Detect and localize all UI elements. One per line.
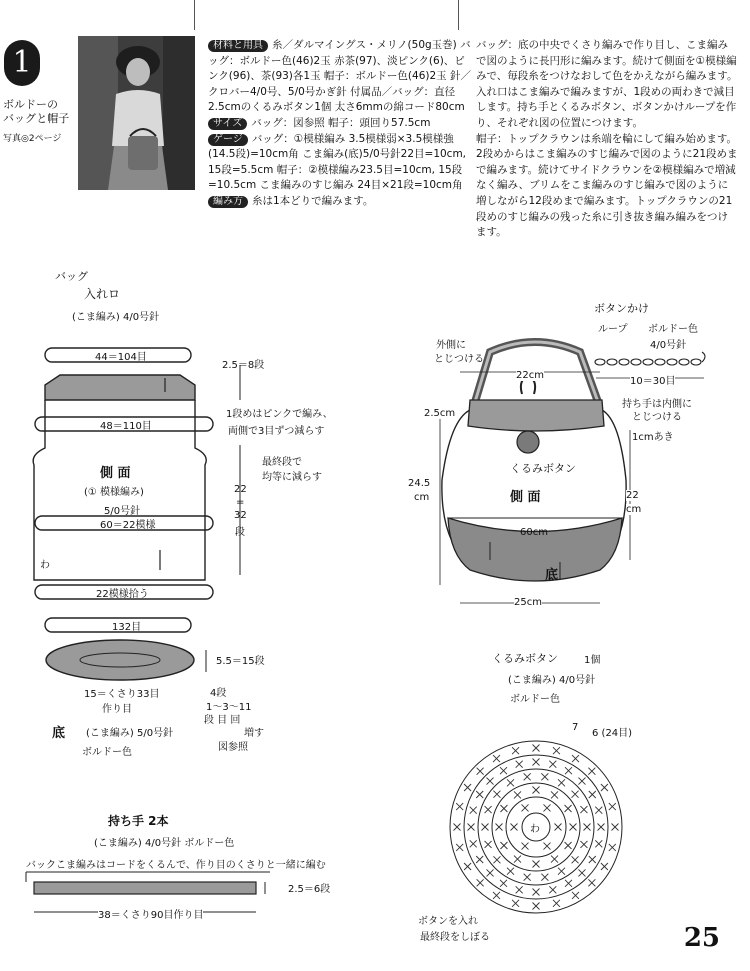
handle-note: バックこま編みはコードをくるんで、作り目のくさりと一緒に編む	[26, 860, 326, 871]
base-rows: 5.5＝15段	[216, 656, 265, 667]
base-inc-2: 1～3～11	[206, 702, 252, 713]
outer-join: 外側に	[436, 340, 466, 351]
side-width-top: 48＝110目	[100, 421, 152, 432]
page-number: 25	[683, 923, 720, 953]
button-label: くるみボタン	[510, 462, 576, 475]
handle-stitch: (こま編み) 4/0号針 ボルドー色	[94, 838, 235, 849]
base-width: 132目	[112, 622, 142, 633]
side-rows-unit: 段	[235, 527, 245, 538]
gauge-text: バッグ：①模様編み 3.5模様弱×3.5模様強(14.5段)=10cm角 こま編み(底)5/0号針22目=10cm, 15段=5.5cm 帽子：②模様編み23.5目=10cm, 15段=10.5cm こま編みのすじ編み 24目×21段=10cm角	[208, 132, 467, 192]
finished-total-height-unit: cm	[414, 492, 430, 503]
base-stitch: (こま編み) 5/0号針	[86, 728, 174, 739]
instructions-block	[476, 38, 738, 241]
handle-width: 38＝くさり90目作り目	[98, 906, 203, 921]
opening-title: 入れロ	[84, 287, 121, 301]
outer-join-2: とじつける	[434, 354, 484, 365]
size-text: バッグ：図参照 帽子：頭回り57.5cm	[251, 116, 431, 129]
opening-note-1: 1段めはピンクで編み、	[226, 409, 333, 420]
covered-button-note-1: ボタンを入れ	[418, 916, 478, 927]
finished-base-width: 25cm	[514, 597, 542, 608]
materials-text: 糸／ダルマイングス・メリノ(50g玉巻) バッグ：ボルドー色(46)2玉 赤茶(97)、淡ピンク(6)、ピンク(96)、茶(93)各1玉 帽子：ボルドー色(46)2玉 針／クロバー4/0号、5/0号かぎ針 付属品／バッグ：直径2.5cmのくるみボタン1個 太さ6mmの綿コード80cm	[208, 39, 471, 114]
side-height: 22	[234, 484, 247, 495]
opening-note-2: 両側で3目ずつ減らす	[228, 426, 325, 437]
covered-button-color: ボルドー色	[510, 694, 560, 705]
pattern-subtitle: ボルドーの バッグと帽子	[3, 98, 70, 125]
materials-block	[208, 38, 473, 210]
opening-stitch: (こま編み) 4/0号針	[72, 312, 160, 323]
covered-button-row7: 7	[572, 722, 579, 733]
gap-label: 1cmあき	[632, 432, 674, 443]
size-tag: サイズ	[208, 118, 247, 130]
inner-join-2: とじつける	[632, 412, 682, 423]
base-inc-1: 4段	[210, 688, 227, 699]
covered-button-row6: 6 (24目)	[592, 728, 633, 739]
side-wa: わ	[40, 560, 50, 571]
side-needle: 5/0号針	[104, 506, 141, 517]
opening-width: 44＝104目	[95, 352, 147, 363]
gauge-tag: ゲージ	[208, 134, 248, 146]
side-note-1: 最終段で	[262, 457, 302, 468]
side-title: 側 面	[100, 466, 131, 481]
side-pickup: 22模様拾う	[96, 589, 149, 600]
side-width-mid: 60＝22模様	[100, 520, 156, 531]
finished-total-height: 24.5	[408, 478, 431, 489]
covered-button-count: 1個	[584, 655, 601, 666]
side-height-eq: =	[236, 497, 245, 508]
loop-title: ボタンかけ	[594, 302, 649, 315]
bag-title: バッグ	[55, 270, 88, 283]
opening-rows: 2.5＝8段	[222, 360, 265, 371]
model-photo	[78, 36, 195, 190]
finished-body-label: 側 面	[510, 490, 541, 505]
loop-needle: 4/0号針	[650, 340, 687, 351]
loop-sub: ループ	[598, 324, 628, 335]
pattern-number: 1	[4, 40, 40, 86]
finished-handle-width: 22cm	[516, 370, 544, 381]
handle-title: 持ち手 2本	[108, 814, 169, 828]
loop-length: 10＝30目	[630, 372, 675, 387]
base-title: 底	[52, 726, 66, 741]
handle-rows: 2.5＝6段	[288, 884, 331, 895]
method-text: 糸は1本どりで編みます。	[252, 194, 374, 207]
side-note-2: 均等に減らす	[262, 472, 322, 483]
base-inc-3: 段 目 回	[204, 715, 241, 726]
side-pattern: (① 模様編み)	[84, 487, 144, 498]
base-color: ボルドー色	[82, 747, 132, 758]
photo-reference: 写真◎2ページ	[3, 134, 62, 144]
base-chain: 15＝くさり33目	[84, 689, 160, 700]
loop-color: ボルドー色	[648, 324, 698, 335]
covered-button-note-2: 最終段をしぼる	[420, 932, 490, 943]
inner-join: 持ち手は内側に	[622, 399, 692, 410]
covered-button-center: わ	[530, 824, 540, 835]
base-ref: 図参照	[218, 742, 248, 753]
finished-right-height: 22	[626, 490, 639, 501]
side-rows: 32	[234, 510, 247, 521]
method-tag: 編み方	[208, 196, 248, 208]
finished-width: 60cm	[520, 527, 548, 538]
materials-tag: 材料と用具	[208, 40, 268, 52]
bag-instructions: バッグ：底の中央でくさり編みで作り目し、こま編みで図のように長円形に編みます。続けて側面を①模様編みで、毎段糸をつけなおして色をかえながら編みます。入れ口はこま編みで編みますが、1段めの両わきで減目します。持ち手とくるみボタン、ボタンかけループを作り、それぞれ図の位置につけます。	[476, 39, 738, 129]
column-divider	[194, 0, 195, 30]
column-divider	[458, 0, 459, 30]
finished-left-height: 2.5cm	[424, 408, 456, 419]
covered-button-title: くるみボタン	[492, 652, 558, 665]
hat-instructions: 帽子：トップクラウンは糸端を輪にして編み始めます。2段めからはこま編みのすじ編みで図のように21段めまで編みます。続けてサイドクラウンを②模様編みで増減なく編み、ブリムをこま編みのすじ編みで図のように増しながら12段めまで編みます。トップクラウンの21段めのすじ編みの残った糸に引き抜き編み編みをつけます。	[476, 132, 738, 239]
finished-base-label: 底	[545, 568, 559, 583]
base-inc-4: 増す	[244, 728, 264, 739]
covered-button-stitch: (こま編み) 4/0号針	[508, 675, 596, 686]
base-chain-2: 作り目	[102, 704, 132, 715]
finished-right-height-unit: cm	[626, 504, 642, 515]
